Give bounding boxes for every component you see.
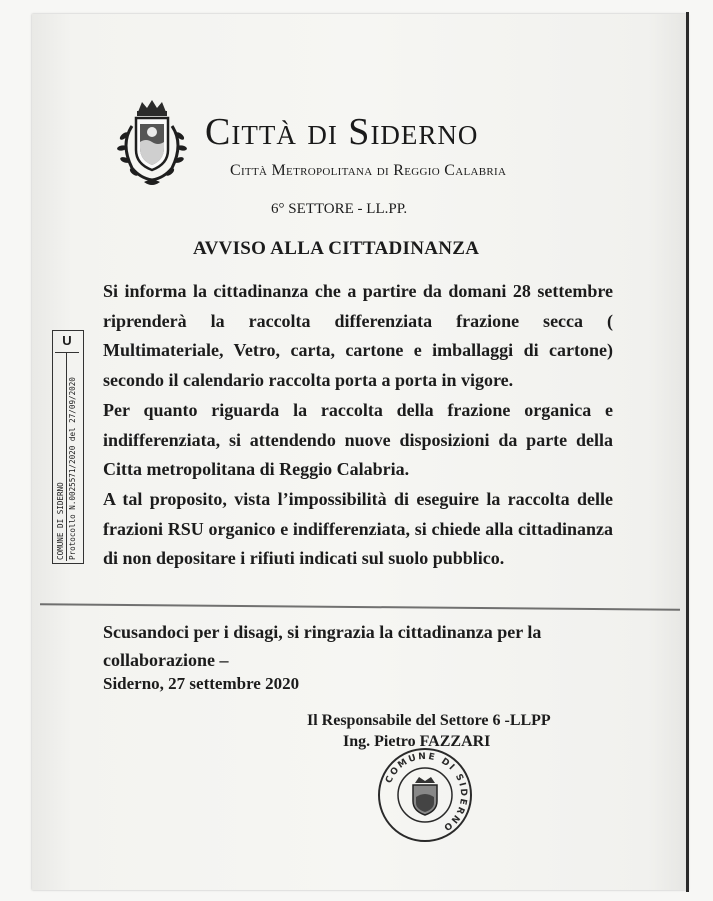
- stamp-text: COMUNE DI SIDERNO: [384, 751, 469, 834]
- official-stamp-icon: [375, 745, 475, 845]
- protocol-divider: [66, 352, 67, 561]
- notice-paragraph: Si informa la cittadinanza che a partire da domani 28 settembre riprenderà la raccolta differenziata frazione secca ( Multimateriale, Vetro, carta, cartone e imballaggi di cartone) secondo il calendario raccolta porta a porta in vigore.: [103, 281, 613, 391]
- notice-paragraph: Per quanto riguarda la raccolta della frazione organica e indifferenziata, si attendendo nuove disposizioni da parte della Citta metropolitana di Reggio Calabria.: [103, 399, 613, 480]
- city-title: Città di Siderno: [205, 111, 479, 153]
- scan-edge: [686, 12, 689, 892]
- place-date: Siderno, 27 settembre 2020: [103, 674, 300, 693]
- notice-title: AVVISO ALLA CITTADINANZA: [193, 238, 480, 259]
- protocol-number: Protocollo N.0025571/2020 del 27/09/2020: [68, 377, 77, 560]
- closing-text: Scusandoci per i disagi, si ringrazia la cittadinanza per la collaborazione –: [103, 622, 542, 670]
- coat-of-arms-icon: [110, 98, 194, 190]
- city-subtitle: Città Metropolitana di Reggio Calabria: [230, 162, 507, 179]
- signer-role: Il Responsabile del Settore 6 -LLPP: [307, 712, 551, 729]
- notice-body: [103, 277, 613, 574]
- notice-paragraph: A tal proposito, vista l’impossibilità di eseguire la raccolta delle frazioni RSU organico e indifferenziata, si chiede alla cittadinanza di non depositare i rifiuti indicati sul suolo pubblico.: [103, 488, 613, 569]
- protocol-office: COMUNE DI SIDERNO: [56, 482, 65, 560]
- signer-name: Ing. Pietro FAZZARI: [343, 733, 491, 750]
- protocol-code: U: [55, 330, 79, 353]
- department-label: 6° SETTORE - LL.PP.: [271, 201, 408, 217]
